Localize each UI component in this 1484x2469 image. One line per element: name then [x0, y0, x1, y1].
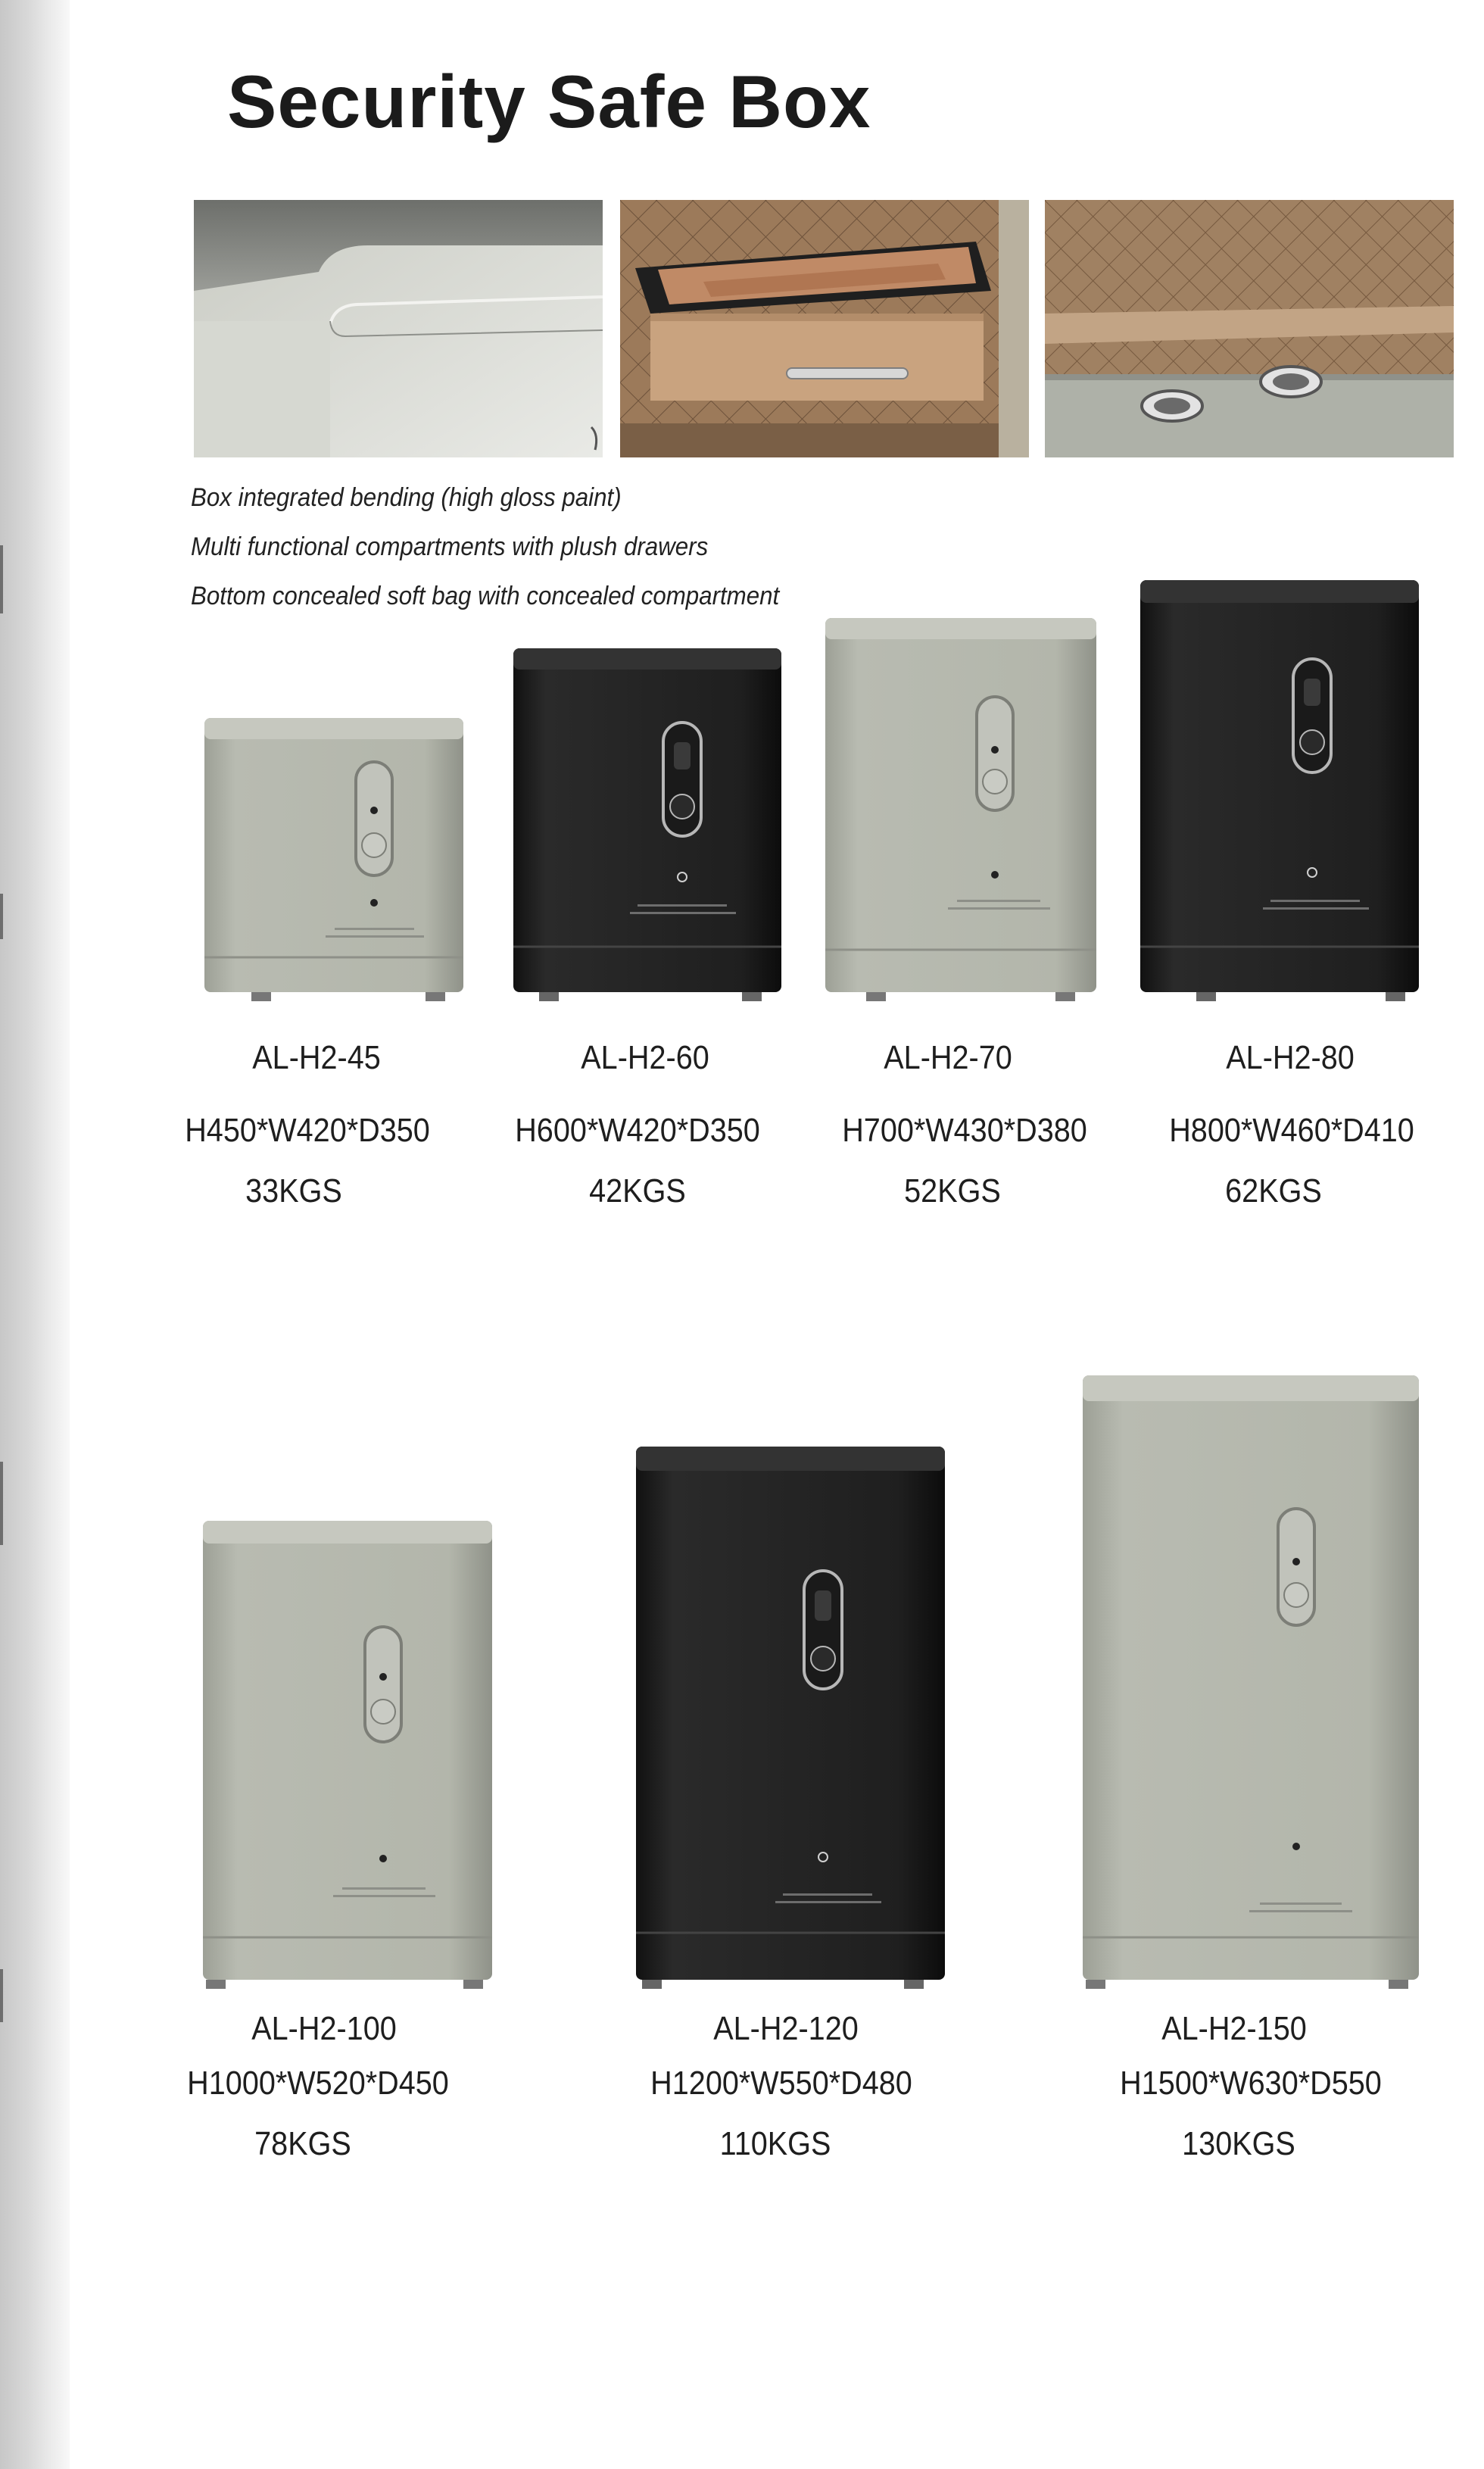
spine-edge-marks [0, 0, 5, 2469]
model-label-al-h2-45: AL-H2-45 [252, 1039, 381, 1076]
feature-line-2: Multi functional compartments with plush drawers [191, 532, 709, 561]
safe-image-al-h2-100 [198, 1516, 497, 1992]
weight-label-al-h2-120: 110KGS [719, 2125, 831, 2162]
weight-label-al-h2-60: 42KGS [589, 1172, 686, 1210]
model-label-al-h2-60: AL-H2-60 [581, 1039, 709, 1076]
safe-image-al-h2-70 [821, 613, 1101, 1004]
page-spine-shadow [0, 0, 70, 2469]
dimensions-label-al-h2-45: H450*W420*D350 [185, 1112, 430, 1149]
photo-concealed-compartment [1045, 200, 1454, 457]
photo-gloss-corner [194, 200, 603, 457]
safe-image-al-h2-60 [509, 644, 786, 1004]
safe-image-al-h2-120 [631, 1442, 949, 1992]
feature-line-3: Bottom concealed soft bag with concealed compartment [191, 582, 780, 610]
model-label-al-h2-120: AL-H2-120 [713, 2010, 859, 2047]
model-label-al-h2-100: AL-H2-100 [251, 2010, 397, 2047]
weight-label-al-h2-80: 62KGS [1225, 1172, 1322, 1210]
dimensions-label-al-h2-100: H1000*W520*D450 [187, 2065, 449, 2102]
dimensions-label-al-h2-60: H600*W420*D350 [515, 1112, 760, 1149]
feature-line-1: Box integrated bending (high gloss paint) [191, 483, 622, 512]
safe-image-al-h2-80 [1136, 576, 1423, 1004]
page-title: Security Safe Box [227, 60, 871, 143]
weight-label-al-h2-150: 130KGS [1182, 2125, 1295, 2162]
weight-label-al-h2-70: 52KGS [904, 1172, 1001, 1210]
weight-label-al-h2-45: 33KGS [245, 1172, 342, 1210]
safe-image-al-h2-150 [1078, 1371, 1423, 1992]
dimensions-label-al-h2-150: H1500*W630*D550 [1120, 2065, 1382, 2102]
weight-label-al-h2-100: 78KGS [254, 2125, 351, 2162]
dimensions-label-al-h2-70: H700*W430*D380 [842, 1112, 1087, 1149]
photo-plush-drawer [620, 200, 1029, 457]
model-label-al-h2-80: AL-H2-80 [1226, 1039, 1355, 1076]
safe-image-al-h2-45 [198, 712, 469, 1004]
dimensions-label-al-h2-120: H1200*W550*D480 [650, 2065, 912, 2102]
dimensions-label-al-h2-80: H800*W460*D410 [1169, 1112, 1414, 1149]
model-label-al-h2-70: AL-H2-70 [884, 1039, 1012, 1076]
model-label-al-h2-150: AL-H2-150 [1161, 2010, 1307, 2047]
